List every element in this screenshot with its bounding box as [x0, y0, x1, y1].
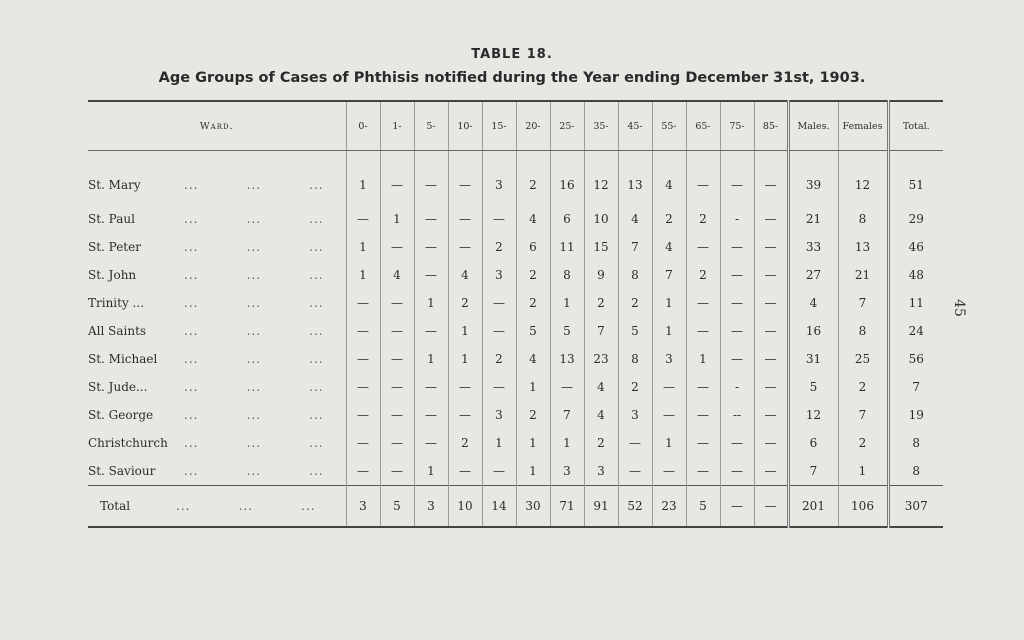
age-count-cell: — — [448, 205, 482, 233]
males-cell: 7 — [788, 457, 838, 486]
age-count-cell: 1 — [550, 429, 584, 457]
leader-dots: ... ... ... — [184, 296, 324, 310]
ward-name-cell — [88, 317, 346, 345]
ward-name: St. John — [88, 268, 137, 282]
age-count-cell: 6 — [516, 233, 550, 261]
age-count-cell: 5 — [618, 317, 652, 345]
age-count-cell: — — [414, 205, 448, 233]
ward-name: St. George — [88, 408, 154, 422]
leader-dots: ... ... ... — [184, 240, 324, 254]
age-count-cell: — — [448, 233, 482, 261]
age-count-cell: 1 — [448, 317, 482, 345]
males-cell: 33 — [788, 233, 838, 261]
age-count-cell: 2 — [652, 205, 686, 233]
age-count-cell: — — [414, 429, 448, 457]
age-count-cell: 2 — [686, 261, 720, 289]
age-count-cell: 1 — [346, 233, 380, 261]
ward-name: St. Mary — [88, 178, 141, 192]
age-column-header: 85- — [754, 101, 788, 151]
age-column-header: 10- — [448, 101, 482, 151]
total-cell: 7 — [888, 373, 943, 401]
age-count-cell: 13 — [550, 345, 584, 373]
age-count-cell: — — [346, 429, 380, 457]
table-row — [88, 205, 943, 233]
age-count-cell: — — [448, 401, 482, 429]
age-count-cell: — — [754, 373, 788, 401]
age-count-cell: — — [618, 429, 652, 457]
age-count-cell: — — [686, 317, 720, 345]
age-count-cell: — — [686, 151, 720, 206]
age-count-cell: 2 — [618, 289, 652, 317]
age-count-cell: 13 — [618, 151, 652, 206]
ward-name-cell — [88, 373, 346, 401]
males-cell: 39 — [788, 151, 838, 206]
age-count-cell: 2 — [584, 289, 618, 317]
age-count-cell: 2 — [448, 429, 482, 457]
age-count-cell: — — [652, 457, 686, 486]
age-count-cell: 3 — [482, 261, 516, 289]
females-cell: 2 — [838, 373, 888, 401]
ward-name-cell — [88, 401, 346, 429]
ward-name-cell — [88, 205, 346, 233]
age-count-cell: — — [414, 401, 448, 429]
age-count-cell: 5 — [516, 317, 550, 345]
age-count-cell: — — [754, 233, 788, 261]
females-cell: 7 — [838, 289, 888, 317]
females-column-header: Females — [838, 101, 888, 151]
females-cell: 106 — [838, 486, 888, 528]
age-count-cell: — — [720, 289, 754, 317]
age-count-cell: — — [550, 373, 584, 401]
age-count-cell: 12 — [584, 151, 618, 206]
ward-name-cell — [88, 429, 346, 457]
age-count-cell: — — [720, 429, 754, 457]
table-row — [88, 345, 943, 373]
age-count-cell: 2 — [618, 373, 652, 401]
age-count-cell: 10 — [584, 205, 618, 233]
total-cell: 56 — [888, 345, 943, 373]
ward-name-cell — [88, 233, 346, 261]
age-count-cell: — — [754, 457, 788, 486]
age-count-cell: — — [720, 345, 754, 373]
age-count-cell: 1 — [482, 429, 516, 457]
age-count-cell: — — [686, 401, 720, 429]
age-count-cell: 91 — [584, 486, 618, 528]
age-count-cell: — — [380, 457, 414, 486]
table-row — [88, 401, 943, 429]
age-count-cell: — — [380, 345, 414, 373]
age-count-cell: — — [346, 345, 380, 373]
age-count-cell: — — [482, 457, 516, 486]
age-count-cell: — — [754, 401, 788, 429]
total-cell: 51 — [888, 151, 943, 206]
age-count-cell: 71 — [550, 486, 584, 528]
leader-dots: ... ... ... — [184, 408, 324, 422]
total-cell: 48 — [888, 261, 943, 289]
age-count-cell: — — [754, 317, 788, 345]
age-count-cell: 5 — [550, 317, 584, 345]
males-cell: 16 — [788, 317, 838, 345]
age-count-cell: 4 — [652, 151, 686, 206]
age-column-header: 25- — [550, 101, 584, 151]
table-body — [88, 151, 943, 528]
age-count-cell: — — [380, 289, 414, 317]
age-count-cell: 1 — [380, 205, 414, 233]
age-count-cell: — — [482, 373, 516, 401]
males-cell: 6 — [788, 429, 838, 457]
age-count-cell: 6 — [550, 205, 584, 233]
age-count-cell: — — [652, 373, 686, 401]
table-row — [88, 429, 943, 457]
age-count-cell: — — [482, 205, 516, 233]
age-count-cell: 8 — [618, 261, 652, 289]
age-count-cell: — — [414, 151, 448, 206]
age-count-cell: 9 — [584, 261, 618, 289]
age-count-cell: 3 — [482, 151, 516, 206]
age-count-cell: — — [686, 457, 720, 486]
ward-name-cell — [88, 345, 346, 373]
age-count-cell: — — [380, 317, 414, 345]
ward-name: St. Paul — [88, 212, 135, 226]
leader-dots: ... ... ... — [184, 324, 324, 338]
age-column-header: 5- — [414, 101, 448, 151]
total-cell: 29 — [888, 205, 943, 233]
leader-dots: ... ... ... — [184, 268, 324, 282]
ward-name: St. Jude... — [88, 380, 148, 394]
age-count-cell: 14 — [482, 486, 516, 528]
age-count-cell: — — [414, 373, 448, 401]
age-count-cell: — — [448, 151, 482, 206]
age-count-cell: 23 — [584, 345, 618, 373]
table-row — [88, 289, 943, 317]
ward-name-cell — [88, 261, 346, 289]
ward-name: St. Michael — [88, 352, 158, 366]
leader-dots: ... ... ... — [176, 499, 316, 513]
total-column-header: Total. — [888, 101, 943, 151]
ward-name-cell — [88, 289, 346, 317]
total-cell: 8 — [888, 429, 943, 457]
age-count-cell: — — [346, 289, 380, 317]
age-count-cell: — — [414, 317, 448, 345]
age-count-cell: 4 — [380, 261, 414, 289]
age-count-cell: 1 — [686, 345, 720, 373]
age-count-cell: 1 — [652, 429, 686, 457]
age-count-cell: — — [448, 457, 482, 486]
leader-dots: ... ... ... — [184, 436, 324, 450]
ward-name: All Saints — [88, 324, 147, 338]
ward-name: St. Saviour — [88, 464, 156, 478]
age-count-cell: 2 — [686, 205, 720, 233]
total-cell: 307 — [888, 486, 943, 528]
age-count-cell: — — [414, 233, 448, 261]
age-count-cell: 1 — [516, 373, 550, 401]
ward-name: Christchurch — [88, 436, 168, 450]
females-cell: 8 — [838, 317, 888, 345]
age-count-cell: 2 — [482, 345, 516, 373]
table-title: Age Groups of Cases of Phthisis notified during the Year ending December 31st, 1903. — [158, 70, 866, 86]
age-count-cell: — — [618, 457, 652, 486]
age-column-header: 55- — [652, 101, 686, 151]
table-row — [88, 233, 943, 261]
age-count-cell: 1 — [652, 317, 686, 345]
age-count-cell: — — [346, 401, 380, 429]
ward-name: Trinity ... — [88, 296, 145, 310]
females-cell: 1 — [838, 457, 888, 486]
age-count-cell: 7 — [618, 233, 652, 261]
ward-column-header: Ward. — [88, 101, 346, 151]
table-row — [88, 151, 943, 206]
age-groups-table — [88, 100, 943, 528]
age-count-cell: 1 — [448, 345, 482, 373]
males-column-header: Males. — [788, 101, 838, 151]
age-count-cell: — — [720, 457, 754, 486]
age-count-cell: — — [754, 289, 788, 317]
age-count-cell: 3 — [618, 401, 652, 429]
age-count-cell: — — [380, 401, 414, 429]
age-count-cell: 3 — [550, 457, 584, 486]
leader-dots: ... ... ... — [184, 380, 324, 394]
age-count-cell: 23 — [652, 486, 686, 528]
age-count-cell: 30 — [516, 486, 550, 528]
age-column-header: 1- — [380, 101, 414, 151]
age-count-cell: — — [380, 373, 414, 401]
age-count-cell: — — [346, 205, 380, 233]
age-column-header: 65- — [686, 101, 720, 151]
age-count-cell: 1 — [346, 151, 380, 206]
males-cell: 12 — [788, 401, 838, 429]
age-count-cell: 1 — [652, 289, 686, 317]
age-count-cell: — — [414, 261, 448, 289]
age-column-header: 35- — [584, 101, 618, 151]
age-count-cell: 4 — [584, 401, 618, 429]
table-row — [88, 457, 943, 486]
total-cell: 19 — [888, 401, 943, 429]
age-count-cell: — — [380, 233, 414, 261]
males-cell: 31 — [788, 345, 838, 373]
age-count-cell: 15 — [584, 233, 618, 261]
age-count-cell: 4 — [652, 233, 686, 261]
age-count-cell: 2 — [516, 401, 550, 429]
age-count-cell: 5 — [380, 486, 414, 528]
age-count-cell: 3 — [414, 486, 448, 528]
age-count-cell: 4 — [448, 261, 482, 289]
age-count-cell: 3 — [346, 486, 380, 528]
total-cell: 24 — [888, 317, 943, 345]
ward-name-cell — [88, 151, 346, 206]
age-count-cell: — — [686, 429, 720, 457]
age-count-cell: 7 — [550, 401, 584, 429]
page-number: 45 — [950, 299, 967, 317]
age-count-cell: 52 — [618, 486, 652, 528]
females-cell: 25 — [838, 345, 888, 373]
age-count-cell: 2 — [584, 429, 618, 457]
total-row — [88, 486, 943, 528]
age-count-cell: 2 — [482, 233, 516, 261]
age-count-cell: — — [652, 401, 686, 429]
age-count-cell: — — [686, 233, 720, 261]
females-cell: 7 — [838, 401, 888, 429]
age-count-cell: 1 — [346, 261, 380, 289]
total-cell: 8 — [888, 457, 943, 486]
age-count-cell: 8 — [618, 345, 652, 373]
age-count-cell: — — [720, 317, 754, 345]
age-count-cell: — — [346, 457, 380, 486]
age-count-cell: - — [720, 373, 754, 401]
age-column-header: 20- — [516, 101, 550, 151]
age-count-cell: 7 — [584, 317, 618, 345]
age-count-cell: 4 — [516, 345, 550, 373]
age-count-cell: — — [754, 151, 788, 206]
age-count-cell: — — [482, 317, 516, 345]
table-row — [88, 261, 943, 289]
age-count-cell: 4 — [516, 205, 550, 233]
age-column-header: 15- — [482, 101, 516, 151]
age-count-cell: -- — [720, 401, 754, 429]
age-count-cell: 1 — [550, 289, 584, 317]
age-column-header: 0- — [346, 101, 380, 151]
age-count-cell: — — [346, 317, 380, 345]
females-cell: 2 — [838, 429, 888, 457]
males-cell: 5 — [788, 373, 838, 401]
age-count-cell: 1 — [414, 289, 448, 317]
leader-dots: ... ... ... — [184, 352, 324, 366]
leader-dots: ... ... ... — [184, 178, 324, 192]
males-cell: 4 — [788, 289, 838, 317]
age-count-cell: 11 — [550, 233, 584, 261]
age-count-cell: — — [448, 373, 482, 401]
age-count-cell: 3 — [584, 457, 618, 486]
females-cell: 21 — [838, 261, 888, 289]
age-count-cell: 2 — [516, 151, 550, 206]
females-cell: 13 — [838, 233, 888, 261]
age-count-cell: 4 — [584, 373, 618, 401]
age-count-cell: — — [482, 289, 516, 317]
age-count-cell: 1 — [516, 457, 550, 486]
males-cell: 201 — [788, 486, 838, 528]
age-column-header: 45- — [618, 101, 652, 151]
leader-dots: ... ... ... — [184, 464, 324, 478]
age-count-cell: 1 — [516, 429, 550, 457]
age-count-cell: 5 — [686, 486, 720, 528]
age-count-cell: — — [380, 151, 414, 206]
age-count-cell: 2 — [448, 289, 482, 317]
males-cell: 27 — [788, 261, 838, 289]
age-count-cell: 3 — [652, 345, 686, 373]
males-cell: 21 — [788, 205, 838, 233]
header-row — [88, 101, 943, 151]
age-count-cell: — — [720, 151, 754, 206]
table-label: TABLE 18. — [471, 47, 553, 62]
age-count-cell: — — [686, 289, 720, 317]
age-count-cell: 2 — [516, 289, 550, 317]
total-cell: 11 — [888, 289, 943, 317]
table-row — [88, 373, 943, 401]
age-count-cell: 4 — [618, 205, 652, 233]
females-cell: 8 — [838, 205, 888, 233]
age-count-cell: — — [754, 429, 788, 457]
age-count-cell: 7 — [652, 261, 686, 289]
age-count-cell: — — [346, 373, 380, 401]
age-column-header: 75- — [720, 101, 754, 151]
age-count-cell: — — [754, 261, 788, 289]
age-count-cell: — — [720, 486, 754, 528]
age-count-cell: 8 — [550, 261, 584, 289]
age-count-cell: 2 — [516, 261, 550, 289]
age-count-cell: - — [720, 205, 754, 233]
age-count-cell: — — [754, 345, 788, 373]
age-count-cell: — — [754, 486, 788, 528]
total-cell: 46 — [888, 233, 943, 261]
leader-dots: ... ... ... — [184, 212, 324, 226]
table-row — [88, 317, 943, 345]
total-label-cell — [88, 486, 346, 528]
age-count-cell: — — [754, 205, 788, 233]
age-count-cell: — — [686, 373, 720, 401]
age-count-cell: — — [720, 233, 754, 261]
age-count-cell: 1 — [414, 345, 448, 373]
total-label: Total — [100, 499, 131, 513]
age-count-cell: 16 — [550, 151, 584, 206]
age-count-cell: — — [380, 429, 414, 457]
ward-name: St. Peter — [88, 240, 141, 254]
age-count-cell: — — [720, 261, 754, 289]
age-count-cell: 10 — [448, 486, 482, 528]
ward-name-cell — [88, 457, 346, 486]
age-count-cell: 3 — [482, 401, 516, 429]
age-count-cell: 1 — [414, 457, 448, 486]
females-cell: 12 — [838, 151, 888, 206]
